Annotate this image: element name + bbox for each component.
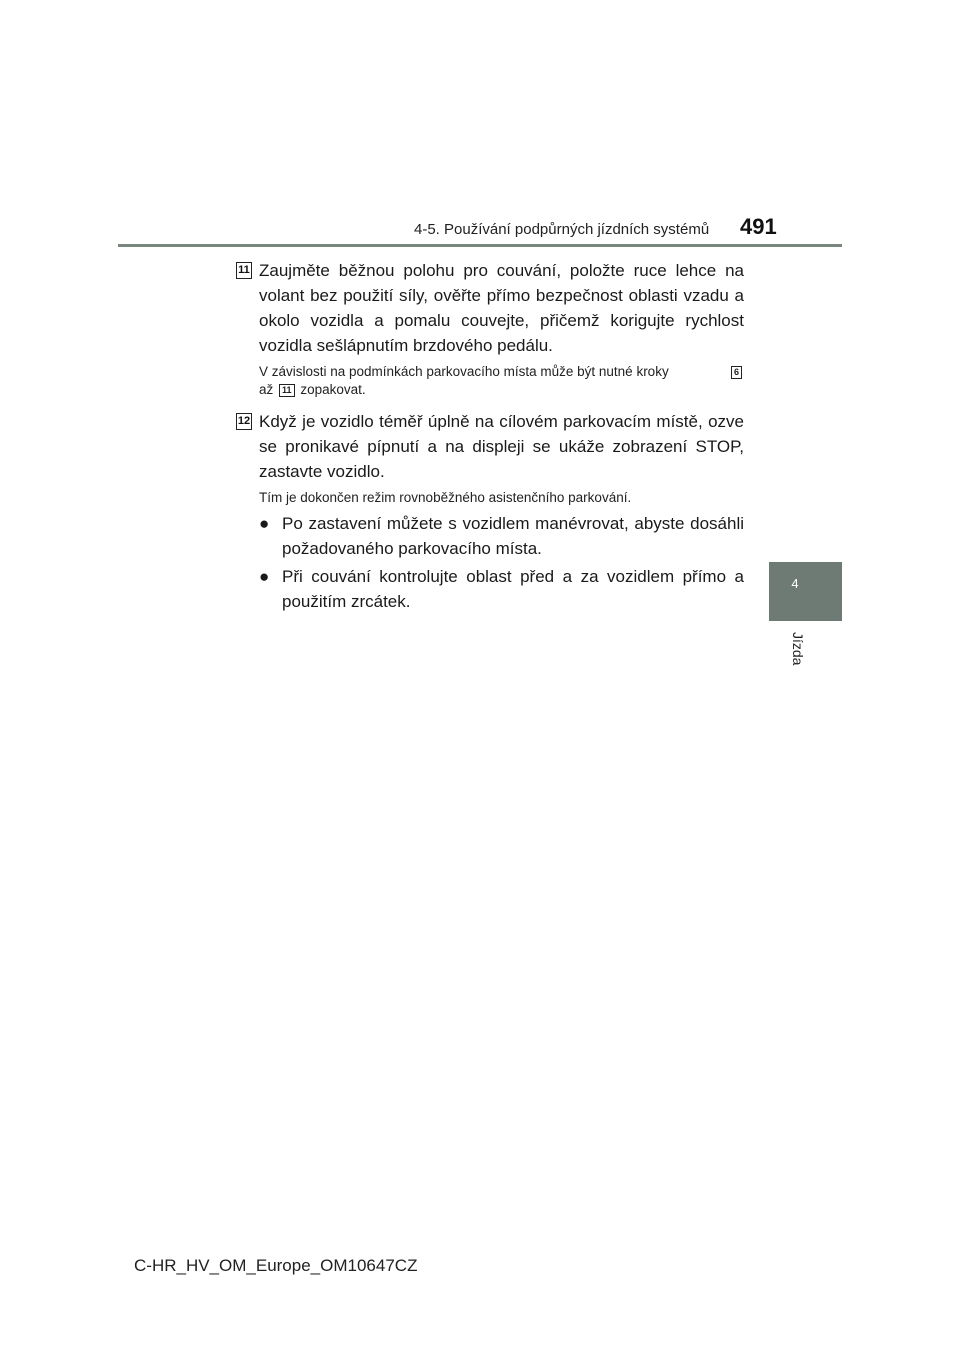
bullet-item — [259, 511, 744, 561]
note-prefix: V závislosti na podmínkách parkovacího místa může být nutné kroky — [259, 364, 669, 379]
step-reference: 6 — [731, 366, 742, 379]
step-number: 11 — [236, 262, 252, 279]
step-12 — [236, 409, 744, 614]
section-title: 4-5. Používání podpůrných jízdních systémů — [414, 221, 710, 238]
chapter-tab — [769, 562, 842, 621]
note-mid: až — [259, 382, 274, 397]
chapter-label: Jízda — [790, 632, 806, 666]
step-number: 12 — [236, 413, 252, 430]
header-divider — [118, 244, 842, 247]
page-number: 491 — [740, 214, 777, 239]
step-text: Když je vozidlo téměř úplně na cílovém parkovacím místě, ozve se pronikavé pípnutí a na displeji se ukáže zobrazení STOP, zastavte vozidlo. — [259, 412, 744, 481]
step-reference: 11 — [279, 384, 295, 397]
step-note — [259, 363, 744, 399]
page-content — [236, 258, 744, 624]
note-suffix: zopakovat. — [300, 382, 366, 397]
step-note: Tím je dokončen režim rovnoběžného asistenčního parkování. — [259, 490, 632, 505]
document-code: C-HR_HV_OM_Europe_OM10647CZ — [134, 1256, 418, 1275]
bullet-text: Po zastavení můžete s vozidlem manévrovat, abyste dosáhli požadovaného parkovacího místa. — [282, 514, 744, 558]
step-11 — [236, 258, 744, 399]
bullet-icon: ● — [259, 567, 270, 586]
bullet-icon: ● — [259, 514, 270, 533]
bullet-text: Při couvání kontrolujte oblast před a za vozidlem přímo a použitím zrcátek. — [282, 567, 744, 611]
step-text: Zaujměte běžnou polohu pro couvání, položte ruce lehce na volant bez použití síly, ověřte přímo bezpečnost oblasti vzadu a okolo vozidla a pomalu couvejte, přičemž korigujte rychlost vozidla sešlápnutím brzdového pedálu. — [259, 261, 744, 355]
chapter-tab-number: 4 — [791, 576, 799, 591]
bullet-item — [259, 564, 744, 614]
